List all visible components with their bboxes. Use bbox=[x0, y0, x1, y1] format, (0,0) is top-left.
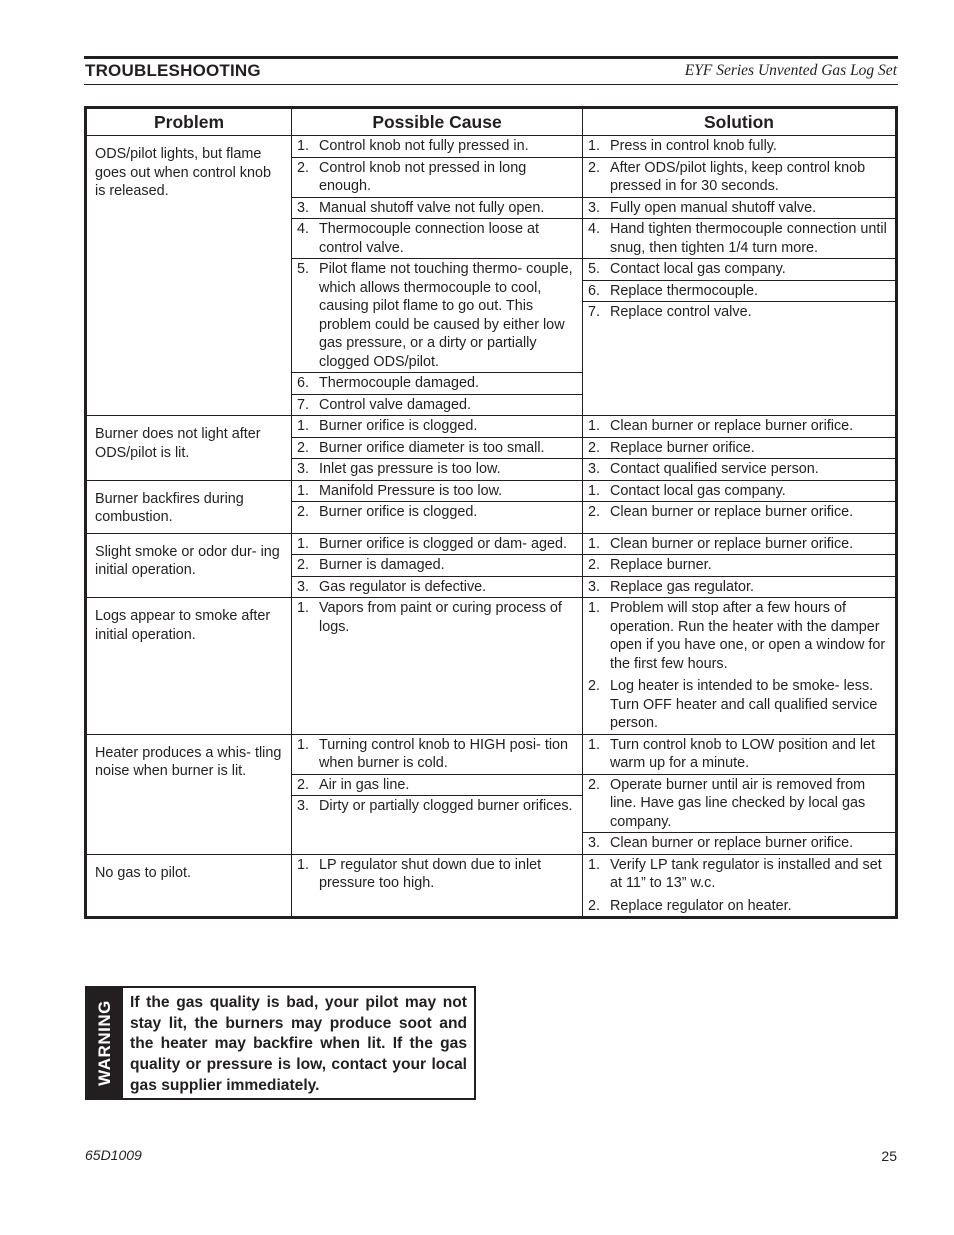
document-title: EYF Series Unvented Gas Log Set bbox=[684, 62, 897, 79]
troubleshooting-table bbox=[84, 106, 898, 919]
problem-cell: Burner does not light after ODS/pilot is lit. bbox=[86, 416, 292, 481]
item-text: Replace regulator on heater. bbox=[610, 897, 792, 914]
solution-item bbox=[583, 775, 895, 834]
item-number: 3. bbox=[297, 578, 310, 595]
item-number: 2. bbox=[297, 504, 310, 520]
cause-cell bbox=[292, 734, 583, 854]
item-text: Thermocouple connection loose at control valve. bbox=[319, 221, 539, 256]
solution-cell bbox=[583, 533, 897, 598]
solution-item bbox=[583, 555, 895, 577]
cause-item bbox=[292, 373, 582, 395]
solution-item bbox=[583, 674, 895, 734]
solution-list bbox=[583, 534, 895, 598]
table-row bbox=[86, 416, 897, 481]
cause-list bbox=[292, 534, 582, 598]
solution-item bbox=[583, 833, 895, 854]
item-text: Turning control knob to HIGH posi- tion when burner is cold. bbox=[319, 736, 569, 771]
item-text: Clean burner or replace burner orifice. bbox=[610, 418, 854, 434]
solution-item bbox=[583, 302, 895, 323]
item-number: 3. bbox=[588, 461, 601, 477]
solution-item bbox=[583, 459, 895, 480]
cause-item bbox=[292, 481, 582, 503]
item-number: 2. bbox=[588, 897, 601, 914]
solution-item bbox=[583, 198, 895, 220]
table-row bbox=[86, 598, 897, 735]
cause-item bbox=[292, 534, 582, 556]
item-number: 3. bbox=[297, 199, 310, 216]
item-number: 2. bbox=[588, 557, 601, 573]
cause-list bbox=[292, 481, 582, 523]
warning-box bbox=[85, 986, 476, 1100]
item-text: Control knob not pressed in long enough. bbox=[319, 159, 527, 194]
item-text: Log heater is intended to be smoke- less. Turn OFF heater and call qualified service person. bbox=[610, 678, 878, 731]
item-number: 2. bbox=[297, 557, 310, 573]
problem-cell: Slight smoke or odor dur- ing initial operation. bbox=[86, 533, 292, 598]
item-number: 3. bbox=[588, 199, 601, 216]
page-number: 25 bbox=[881, 1148, 897, 1164]
cause-list bbox=[292, 855, 582, 894]
cause-item bbox=[292, 502, 582, 523]
item-number: 1. bbox=[588, 736, 601, 753]
solution-item bbox=[583, 136, 895, 158]
item-number: 1. bbox=[588, 482, 601, 499]
solution-cell bbox=[583, 734, 897, 854]
item-text: Burner orifice is clogged. bbox=[319, 504, 478, 520]
item-number: 1. bbox=[297, 535, 310, 552]
item-text: Control valve damaged. bbox=[319, 396, 471, 413]
item-number: 1. bbox=[297, 600, 310, 616]
column-header-possible-cause: Possible Cause bbox=[292, 108, 583, 136]
solution-cell bbox=[583, 416, 897, 481]
cause-item bbox=[292, 735, 582, 775]
section-title: TROUBLESHOOTING bbox=[85, 61, 261, 80]
warning-band bbox=[87, 988, 123, 1098]
table-row bbox=[86, 734, 897, 854]
solution-item bbox=[583, 894, 895, 917]
solution-item bbox=[583, 438, 895, 460]
table-row bbox=[86, 533, 897, 598]
item-text: Contact qualified service person. bbox=[610, 461, 819, 477]
solution-item bbox=[583, 281, 895, 303]
item-number: 1. bbox=[588, 600, 601, 616]
header-top-rule bbox=[84, 56, 898, 59]
table-body bbox=[86, 136, 897, 918]
cause-item bbox=[292, 855, 582, 894]
item-number: 3. bbox=[588, 578, 601, 595]
item-text: Replace thermocouple. bbox=[610, 282, 758, 299]
solution-item bbox=[583, 158, 895, 198]
item-text: Replace burner orifice. bbox=[610, 439, 755, 456]
item-text: Press in control knob fully. bbox=[610, 138, 777, 154]
table-header-row bbox=[86, 108, 897, 136]
cause-item bbox=[292, 555, 582, 577]
item-text: Burner orifice diameter is too small. bbox=[319, 439, 545, 456]
item-text: Burner orifice is clogged or dam- aged. bbox=[319, 535, 567, 552]
solution-item bbox=[583, 259, 895, 281]
item-text: Manual shutoff valve not fully open. bbox=[319, 199, 545, 216]
item-number: 5. bbox=[588, 261, 601, 277]
item-text: Operate burner until air is removed from line. Have gas line checked by local gas company. bbox=[610, 776, 866, 830]
item-text: Turn control knob to LOW position and let warm up for a minute. bbox=[610, 736, 876, 771]
item-text: Gas regulator is defective. bbox=[319, 578, 487, 595]
solution-item bbox=[583, 598, 895, 674]
item-text: Replace control valve. bbox=[610, 304, 752, 320]
solution-item bbox=[583, 481, 895, 503]
item-number: 6. bbox=[588, 282, 601, 299]
item-number: 2. bbox=[588, 159, 601, 176]
item-text: Thermocouple damaged. bbox=[319, 375, 479, 391]
warning-label: WARNING bbox=[95, 1000, 114, 1086]
table-row bbox=[86, 480, 897, 533]
solution-item bbox=[583, 534, 895, 556]
item-text: Replace gas regulator. bbox=[610, 578, 754, 595]
item-text: Fully open manual shutoff valve. bbox=[610, 199, 817, 216]
cause-item bbox=[292, 198, 582, 220]
item-number: 3. bbox=[588, 835, 601, 851]
item-number: 1. bbox=[297, 138, 310, 154]
column-header-solution: Solution bbox=[583, 108, 897, 136]
item-text: Replace burner. bbox=[610, 557, 712, 573]
cause-cell bbox=[292, 480, 583, 533]
cause-list bbox=[292, 416, 582, 480]
warning-text: If the gas quality is bad, your pilot may not stay lit, the burners may produce soot and the heater may backfire when lit. If the gas quality or pressure is low, contact your local gas supplier immediately. bbox=[130, 994, 467, 1094]
item-text: Burner is damaged. bbox=[319, 557, 445, 573]
cause-item bbox=[292, 158, 582, 198]
item-number: 2. bbox=[588, 439, 601, 456]
item-text: Inlet gas pressure is too low. bbox=[319, 461, 501, 477]
solution-cell bbox=[583, 854, 897, 918]
item-number: 1. bbox=[588, 418, 601, 434]
cause-item bbox=[292, 459, 582, 480]
item-text: Control knob not fully pressed in. bbox=[319, 138, 529, 154]
cause-cell bbox=[292, 598, 583, 735]
cause-item bbox=[292, 259, 582, 373]
solution-cell bbox=[583, 136, 897, 416]
item-text: Clean burner or replace burner orifice. bbox=[610, 535, 854, 552]
solution-cell bbox=[583, 480, 897, 533]
cause-item bbox=[292, 577, 582, 598]
problem-cell: Burner backfires during combustion. bbox=[86, 480, 292, 533]
item-number: 1. bbox=[297, 482, 310, 499]
item-number: 1. bbox=[588, 138, 601, 154]
item-text: Verify LP tank regulator is installed and set at 11” to 13” w.c. bbox=[610, 856, 882, 891]
item-text: Problem will stop after a few hours of operation. Run the heater with the damper open if you have one, or open a window for the first few hours. bbox=[610, 600, 886, 672]
column-header-problem: Problem bbox=[86, 108, 292, 136]
item-text: Air in gas line. bbox=[319, 776, 410, 793]
solution-list bbox=[583, 136, 895, 323]
cause-item bbox=[292, 775, 582, 797]
item-number: 1. bbox=[297, 856, 310, 873]
solution-list bbox=[583, 855, 895, 917]
item-text: Manifold Pressure is too low. bbox=[319, 482, 503, 499]
item-number: 3. bbox=[297, 461, 310, 477]
solution-list bbox=[583, 481, 895, 523]
solution-item bbox=[583, 577, 895, 598]
solution-cell bbox=[583, 598, 897, 735]
item-text: Burner orifice is clogged. bbox=[319, 418, 478, 434]
item-number: 5. bbox=[297, 261, 310, 277]
item-number: 1. bbox=[297, 418, 310, 434]
solution-list bbox=[583, 598, 895, 734]
item-text: Contact local gas company. bbox=[610, 261, 786, 277]
item-text: Clean burner or replace burner orifice. bbox=[610, 504, 854, 520]
document-code: 65D1009 bbox=[85, 1147, 142, 1163]
solution-list bbox=[583, 416, 895, 480]
item-number: 1. bbox=[297, 736, 310, 753]
item-number: 7. bbox=[588, 304, 601, 320]
solution-item bbox=[583, 416, 895, 438]
item-text: Clean burner or replace burner orifice. bbox=[610, 835, 854, 851]
cause-item bbox=[292, 219, 582, 259]
item-text: Hand tighten thermocouple connection until snug, then tighten 1/4 turn more. bbox=[610, 221, 887, 256]
cause-cell bbox=[292, 854, 583, 918]
item-text: Dirty or partially clogged burner orifices. bbox=[319, 798, 573, 814]
cause-item bbox=[292, 438, 582, 460]
item-number: 3. bbox=[297, 798, 310, 814]
item-number: 2. bbox=[588, 504, 601, 520]
cause-item bbox=[292, 395, 582, 416]
item-number: 1. bbox=[588, 856, 601, 873]
item-text: Vapors from paint or curing process of logs. bbox=[319, 600, 562, 635]
item-number: 2. bbox=[297, 439, 310, 456]
item-text: Contact local gas company. bbox=[610, 482, 786, 499]
cause-cell bbox=[292, 533, 583, 598]
cause-cell bbox=[292, 136, 583, 416]
cause-item bbox=[292, 796, 582, 817]
cause-item bbox=[292, 136, 582, 158]
item-number: 1. bbox=[588, 535, 601, 552]
item-text: LP regulator shut down due to inlet pressure too high. bbox=[319, 856, 542, 891]
item-number: 2. bbox=[297, 159, 310, 176]
table-row bbox=[86, 854, 897, 918]
item-number: 6. bbox=[297, 375, 310, 391]
cause-item bbox=[292, 416, 582, 438]
solution-item bbox=[583, 735, 895, 775]
problem-cell: No gas to pilot. bbox=[86, 854, 292, 918]
item-text: Pilot flame not touching thermo- couple, which allows thermocouple to cool, causing pilot flame to go out. This problem could be caused by either low gas pressure, or a dirty or partially clogged ODS/pilot. bbox=[319, 261, 573, 370]
cause-list bbox=[292, 598, 582, 637]
table-row bbox=[86, 136, 897, 416]
solution-item bbox=[583, 502, 895, 523]
table-header bbox=[86, 108, 897, 136]
cause-list bbox=[292, 136, 582, 415]
solution-item bbox=[583, 219, 895, 259]
solution-list bbox=[583, 735, 895, 854]
header-bottom-rule bbox=[84, 84, 898, 85]
cause-list bbox=[292, 735, 582, 817]
solution-item bbox=[583, 855, 895, 894]
item-number: 2. bbox=[588, 776, 601, 793]
item-number: 2. bbox=[588, 678, 601, 694]
problem-cell: ODS/pilot lights, but flame goes out when control knob is released. bbox=[86, 136, 292, 416]
item-number: 2. bbox=[297, 776, 310, 793]
problem-cell: Logs appear to smoke after initial operation. bbox=[86, 598, 292, 735]
item-number: 4. bbox=[297, 221, 310, 237]
item-number: 4. bbox=[588, 221, 601, 237]
item-text: After ODS/pilot lights, keep control knob pressed in for 30 seconds. bbox=[610, 159, 866, 194]
cause-item bbox=[292, 598, 582, 637]
problem-cell: Heater produces a whis- tling noise when burner is lit. bbox=[86, 734, 292, 854]
item-number: 7. bbox=[297, 396, 310, 413]
cause-cell bbox=[292, 416, 583, 481]
